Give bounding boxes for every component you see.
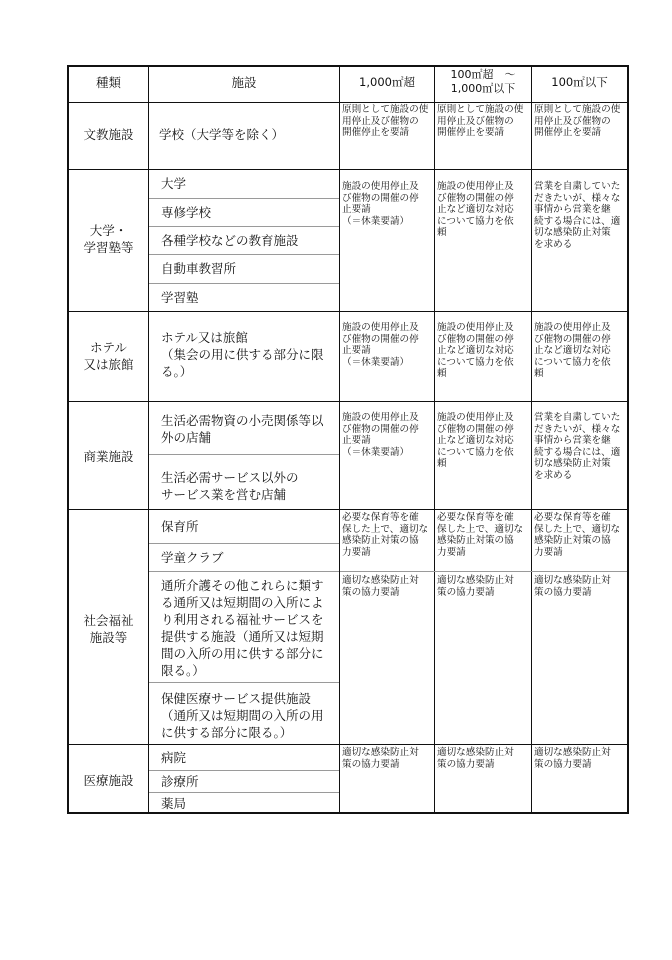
sub-row-divider	[149, 770, 339, 771]
sub-row-divider	[149, 226, 339, 227]
measure-line: 頼	[437, 368, 447, 380]
measure-line: 必要な保育等を確	[342, 512, 419, 523]
row-divider	[67, 401, 629, 402]
facility-line: 生活必需サービス以外の	[161, 470, 299, 485]
measure-line: （＝休業要請）	[342, 215, 410, 227]
facility-line: （通所又は短期間の入所の用	[161, 708, 324, 723]
facility-clinic: 診療所	[161, 774, 199, 789]
measure-line: 策の協力要請	[437, 586, 495, 598]
sub-row-divider	[149, 198, 339, 199]
row-divider	[67, 102, 629, 103]
measure-line: 保した上で、適切な	[437, 523, 524, 535]
measure-line: （＝休業要請）	[342, 446, 410, 458]
column-divider	[434, 65, 435, 814]
measure-line: 策の協力要請	[342, 586, 400, 598]
sub-row-divider	[149, 571, 339, 572]
measure-education-over-1000	[342, 104, 428, 139]
measure-welfare-nursery-over-1000	[342, 512, 428, 558]
measure-line: 原則として施設の使	[342, 104, 429, 115]
kind-line: ホテル	[90, 340, 127, 355]
facility-line: 生活必需物資の小売関係等以	[161, 413, 324, 428]
measure-line: 必要な保育等を確	[437, 512, 514, 523]
measure-commercial-over-1000	[342, 412, 419, 458]
measure-line: 策の協力要請	[437, 758, 495, 770]
measure-medical-under-100	[534, 747, 611, 770]
measure-medical-mid	[437, 747, 514, 770]
facility-health-services	[161, 690, 324, 741]
measure-line: び催物の開催の停	[437, 423, 514, 435]
measure-line: び催物の開催の停	[437, 192, 514, 204]
facility-day-care	[161, 577, 324, 679]
measure-line: 続する場合には、適	[534, 446, 621, 458]
measure-university-mid	[437, 181, 514, 239]
header-under-100: 100㎡以下	[551, 75, 608, 89]
facility-line: 提供する施設（通所又は短期	[161, 629, 324, 644]
measure-hotel-mid	[437, 322, 514, 380]
measure-line: 開催停止を要請	[534, 127, 602, 139]
measure-line: を求める	[534, 238, 573, 250]
measure-line: 止など適切な対応	[534, 345, 611, 357]
measure-education-mid	[437, 104, 523, 139]
measure-line: 切な感染防止対策	[534, 227, 611, 239]
measure-line: 切な感染防止対策	[534, 458, 611, 470]
measure-line: 止要請	[342, 435, 371, 447]
measure-university-under-100	[534, 181, 620, 251]
table-right-border	[627, 65, 629, 814]
facility-after-school-club: 学童クラブ	[161, 550, 224, 565]
facility-line: る通所又は短期間の入所によ	[161, 595, 324, 610]
measure-commercial-under-100	[534, 412, 620, 482]
measure-line: （＝休業要請）	[342, 356, 410, 368]
measure-medical-over-1000	[342, 747, 419, 770]
measure-line: 止など適切な対応	[437, 345, 514, 357]
measure-line: 適切な感染防止対	[437, 747, 514, 758]
measure-line: び催物の開催の停	[342, 192, 419, 204]
measure-line: 頼	[437, 458, 447, 470]
measure-line: 用停止及び催物の	[534, 115, 611, 127]
measure-line: 策の協力要請	[534, 586, 592, 598]
measure-line: 力要請	[437, 546, 466, 558]
measure-line: び催物の開催の停	[437, 333, 514, 345]
measure-line: 必要な保育等を確	[534, 512, 611, 523]
facility-line: サービス業を営む店舗	[161, 487, 287, 502]
measure-line: 適切な感染防止対	[342, 575, 419, 586]
measure-hotel-under-100	[534, 322, 611, 380]
facility-line: 通所介護その他これらに類す	[161, 578, 324, 593]
measure-hotel-over-1000	[342, 322, 419, 368]
measure-line: 施設の使用停止及	[534, 322, 611, 333]
column-divider	[148, 65, 149, 814]
column-divider	[339, 65, 340, 814]
measure-line: 感染防止対策の協	[437, 535, 514, 547]
header-kind: 種類	[95, 75, 121, 90]
measure-line: 原則として施設の使	[534, 104, 621, 115]
facility-line: （集会の用に供する部分に限	[161, 347, 324, 362]
measure-welfare-care-mid	[437, 575, 514, 598]
measure-line: 力要請	[534, 546, 563, 558]
measure-line: 力要請	[342, 546, 371, 558]
facility-line: 限る。）	[161, 663, 205, 678]
measure-line: について協力を依	[534, 356, 611, 368]
measure-line: 施設の使用停止及	[342, 412, 419, 423]
row-divider	[67, 169, 629, 170]
measure-line: 頼	[534, 368, 544, 380]
measure-line: 策の協力要請	[534, 758, 592, 770]
measure-line: 止要請	[342, 204, 371, 216]
measure-line: 保した上で、適切な	[342, 523, 429, 535]
measure-line: 用停止及び催物の	[437, 115, 514, 127]
table-bottom-border	[67, 812, 629, 814]
measure-university-over-1000	[342, 181, 419, 227]
column-divider	[531, 65, 532, 814]
measure-line: 感染防止対策の協	[342, 535, 419, 547]
sub-row-divider	[149, 283, 339, 284]
sub-row-divider	[149, 254, 339, 255]
facility-line: 外の店舗	[161, 430, 212, 445]
measure-line: 営業を自粛していた	[534, 181, 621, 192]
measure-line: 施設の使用停止及	[342, 322, 419, 333]
table-left-border	[67, 65, 69, 814]
measure-line: 開催停止を要請	[342, 127, 410, 139]
measure-education-under-100	[534, 104, 620, 139]
kind-line: 社会福祉	[83, 613, 134, 628]
measure-line: 開催停止を要請	[437, 127, 505, 139]
sub-row-divider	[149, 682, 339, 683]
measure-welfare-care-under-100	[534, 575, 611, 598]
kind-education: 文教施設	[83, 127, 134, 142]
facility-line: 保健医療サービス提供施設	[161, 691, 312, 706]
measure-line: 頼	[437, 227, 447, 239]
kind-line: 施設等	[89, 630, 128, 645]
facility-service-stores	[161, 469, 299, 503]
measure-line: 施設の使用停止及	[437, 181, 514, 192]
facility-vocational-school: 専修学校	[161, 205, 212, 220]
sub-row-divider	[149, 543, 339, 544]
header-mid-line: 1,000㎡以下	[450, 82, 516, 95]
row-divider	[67, 311, 629, 312]
row-divider	[67, 744, 629, 745]
measure-line: を求める	[534, 469, 573, 481]
facility-cram-school: 学習塾	[161, 290, 199, 305]
header-100-to-1000	[435, 68, 531, 96]
sub-row-divider	[149, 454, 339, 455]
header-mid-line: 100㎡超 ～	[450, 68, 516, 81]
measure-line: 用停止及び催物の	[342, 115, 419, 127]
kind-hotel	[69, 339, 148, 373]
facility-nursery: 保育所	[161, 519, 199, 534]
facility-misc-schools: 各種学校などの教育施設	[161, 233, 299, 248]
measure-line: 適切な感染防止対	[534, 575, 611, 586]
facility-line: る。）	[161, 364, 193, 379]
measure-line: 止など適切な対応	[437, 204, 514, 216]
row-divider	[67, 509, 629, 510]
measure-line: について協力を依	[437, 446, 514, 458]
header-over-1000: 1,000㎡超	[359, 75, 415, 89]
measure-line: 事情から営業を継	[534, 435, 611, 447]
facility-pharmacy: 薬局	[161, 796, 187, 811]
facility-university: 大学	[161, 176, 187, 191]
measure-line: 施設の使用停止及	[342, 181, 419, 192]
measure-line: 止要請	[342, 345, 371, 357]
kind-medical: 医療施設	[83, 773, 134, 788]
measure-line: 適切な感染防止対	[534, 747, 611, 758]
measure-line: 営業を自粛していた	[534, 412, 621, 423]
measure-line: 施設の使用停止及	[437, 322, 514, 333]
header-facility: 施設	[231, 75, 257, 90]
measure-line: び催物の開催の停	[342, 333, 419, 345]
facility-school: 学校（大学等を除く）	[159, 127, 285, 142]
measure-line: だきたいが、様々な	[534, 423, 621, 435]
measure-line: 施設の使用停止及	[437, 412, 514, 423]
measure-line: 止など適切な対応	[437, 435, 514, 447]
measure-welfare-nursery-under-100	[534, 512, 620, 558]
kind-line: 大学・	[89, 223, 128, 238]
facility-hospital: 病院	[161, 750, 187, 765]
facility-driving-school: 自動車教習所	[161, 261, 237, 276]
measure-line: 保した上で、適切な	[534, 523, 621, 535]
measure-line: 事情から営業を継	[534, 204, 611, 216]
kind-university	[69, 222, 148, 256]
facility-line: ホテル又は旅館	[161, 330, 248, 345]
measure-line: び催物の開催の停	[342, 423, 419, 435]
measure-line: び催物の開催の停	[534, 333, 611, 345]
measure-line: 原則として施設の使	[437, 104, 524, 115]
facility-retail-stores	[161, 412, 324, 446]
kind-commercial: 商業施設	[83, 449, 134, 464]
measure-line: 感染防止対策の協	[534, 535, 611, 547]
measure-line: 適切な感染防止対	[437, 575, 514, 586]
welfare-measure-divider	[340, 571, 627, 572]
kind-line: 学習塾等	[83, 240, 134, 255]
facility-line: り利用される福祉サービスを	[161, 612, 324, 627]
measure-line: について協力を依	[437, 215, 514, 227]
measure-welfare-nursery-mid	[437, 512, 523, 558]
sub-row-divider	[149, 792, 339, 793]
measure-line: について協力を依	[437, 356, 514, 368]
measure-welfare-care-over-1000	[342, 575, 419, 598]
measure-commercial-mid	[437, 412, 514, 470]
measure-line: 適切な感染防止対	[342, 747, 419, 758]
facility-hotel	[161, 329, 324, 380]
kind-line: 又は旅館	[83, 357, 134, 372]
measure-line: 策の協力要請	[342, 758, 400, 770]
table-top-border	[67, 65, 629, 67]
facility-line: に供する部分に限る。）	[161, 725, 293, 740]
measure-line: だきたいが、様々な	[534, 192, 621, 204]
measure-line: 続する場合には、適	[534, 215, 621, 227]
kind-welfare	[69, 612, 148, 646]
facility-line: 間の入所の用に供する部分に	[161, 646, 324, 661]
